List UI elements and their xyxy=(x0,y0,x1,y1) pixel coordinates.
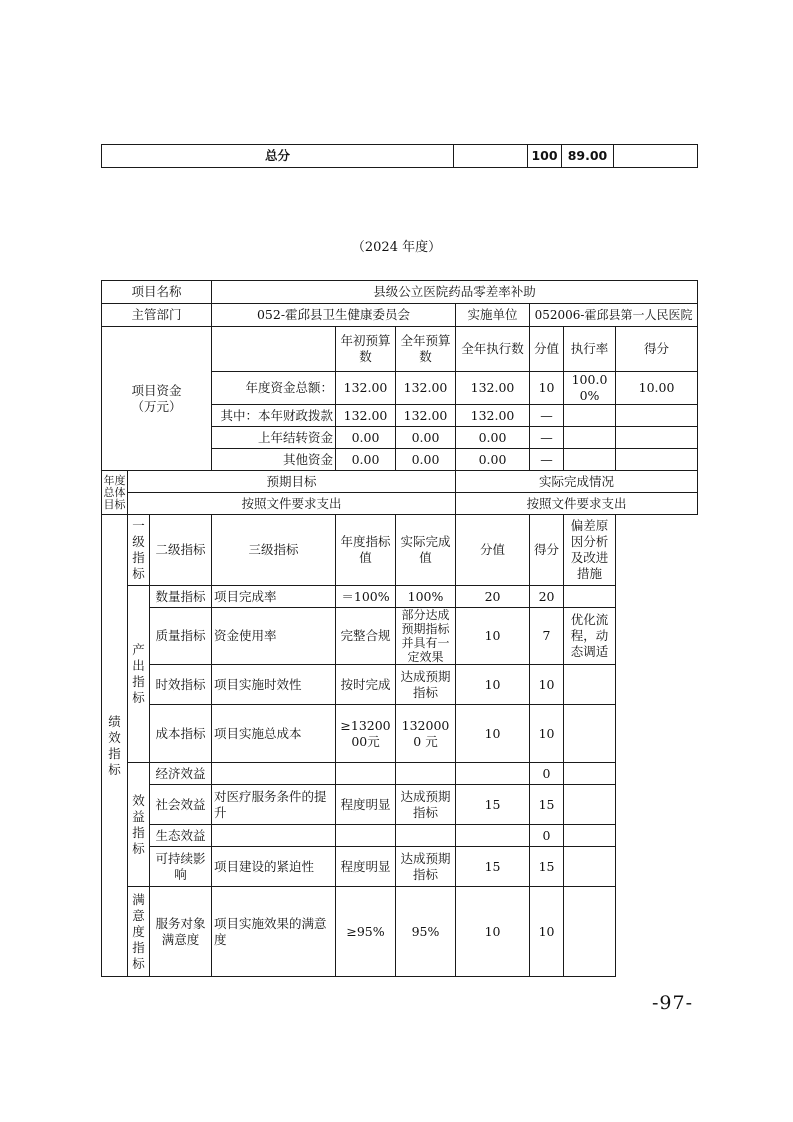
total-score: 89.00 xyxy=(562,145,614,168)
total-blank-2 xyxy=(614,145,698,168)
department-value: 052-霍邱县卫生健康委员会 xyxy=(212,304,456,327)
funds-row-name: 年度资金总额： xyxy=(212,372,336,405)
indicator-score: 15 xyxy=(530,785,564,825)
deviation-header: 偏差原因分析及改进措施 xyxy=(564,515,616,586)
indicator-deviation: 优化流程，动态调适 xyxy=(564,608,616,665)
performance-indicator-group-label: 绩效指标 xyxy=(102,515,128,977)
unit-label: 实施单位 xyxy=(456,304,530,327)
actual-header: 实际完成值 xyxy=(396,515,456,586)
indicator-level2: 数量指标 xyxy=(150,586,212,608)
total-blank xyxy=(454,145,528,168)
funds-row-score xyxy=(616,449,698,471)
indicator-target: ＝100% xyxy=(336,586,396,608)
expected-objective-text: 按照文件要求支出 xyxy=(128,493,456,515)
indicator-score: 10 xyxy=(530,705,564,763)
target-header: 年度指标值 xyxy=(336,515,396,586)
indicator-score: 10 xyxy=(530,887,564,977)
indicator-level3: 项目建设的紧迫性 xyxy=(212,847,336,887)
funds-row-executed: 132.00 xyxy=(456,405,530,427)
score-header: 得分 xyxy=(530,515,564,586)
indicator-target: 程度明显 xyxy=(336,785,396,825)
total-score-table xyxy=(101,144,698,168)
indicator-weight: 15 xyxy=(456,785,530,825)
funds-row-name: 上年结转资金 xyxy=(212,427,336,449)
funds-row-full-year: 132.00 xyxy=(396,405,456,427)
indicator-score: 0 xyxy=(530,825,564,847)
output-indicator-label: 产出指标 xyxy=(128,586,150,763)
indicator-row xyxy=(102,608,698,665)
funds-header-blank xyxy=(212,327,336,372)
indicator-target xyxy=(336,825,396,847)
indicator-deviation xyxy=(564,665,616,705)
funds-header-rate: 执行率 xyxy=(564,327,616,372)
indicator-actual: 达成预期指标 xyxy=(396,785,456,825)
indicator-target: 完整合规 xyxy=(336,608,396,665)
total-label: 总分 xyxy=(102,145,454,168)
funds-row-initial: 132.00 xyxy=(336,372,396,405)
indicator-level2: 经济效益 xyxy=(150,763,212,785)
indicator-level2: 成本指标 xyxy=(150,705,212,763)
indicator-target: 程度明显 xyxy=(336,847,396,887)
department-row xyxy=(102,304,698,327)
level2-header: 二级指标 xyxy=(150,515,212,586)
indicator-level2: 服务对象满意度 xyxy=(150,887,212,977)
indicator-target: 按时完成 xyxy=(336,665,396,705)
indicator-level3: 资金使用率 xyxy=(212,608,336,665)
indicator-weight: 10 xyxy=(456,665,530,705)
funds-row-rate xyxy=(564,427,616,449)
indicator-row xyxy=(102,887,698,977)
indicator-actual: 达成预期指标 xyxy=(396,665,456,705)
indicator-level3: 项目实施效果的满意度 xyxy=(212,887,336,977)
funds-row-weight: — xyxy=(530,405,564,427)
year-caption: （2024 年度） xyxy=(351,240,442,255)
indicator-row xyxy=(102,705,698,763)
project-name-label: 项目名称 xyxy=(102,281,212,304)
indicator-deviation xyxy=(564,586,616,608)
objectives-header-row xyxy=(102,471,698,493)
indicator-deviation xyxy=(564,847,616,887)
funds-row-name: 其他资金 xyxy=(212,449,336,471)
indicator-actual xyxy=(396,763,456,785)
indicator-row xyxy=(102,847,698,887)
funds-row-executed: 0.00 xyxy=(456,427,530,449)
funds-row-full-year: 132.00 xyxy=(396,372,456,405)
funds-row-initial: 0.00 xyxy=(336,449,396,471)
indicator-level2: 社会效益 xyxy=(150,785,212,825)
indicator-level3 xyxy=(212,825,336,847)
funds-label: 项目资金（万元） xyxy=(102,327,212,471)
funds-header-score: 得分 xyxy=(616,327,698,372)
page-number: -97- xyxy=(651,992,693,1014)
indicator-deviation xyxy=(564,887,616,977)
project-name-row xyxy=(102,281,698,304)
indicator-header-row xyxy=(102,515,698,586)
indicator-score: 0 xyxy=(530,763,564,785)
indicator-row xyxy=(102,763,698,785)
indicator-actual: 达成预期指标 xyxy=(396,847,456,887)
funds-row-rate xyxy=(564,405,616,427)
indicator-score: 10 xyxy=(530,665,564,705)
funds-row-initial: 132.00 xyxy=(336,405,396,427)
funds-header-initial: 年初预算数 xyxy=(336,327,396,372)
indicator-level3: 项目完成率 xyxy=(212,586,336,608)
indicator-row xyxy=(102,665,698,705)
funds-row-score: 10.00 xyxy=(616,372,698,405)
indicator-actual: 部分达成预期指标并具有一定效果 xyxy=(396,608,456,665)
funds-row-rate: 100.00% xyxy=(564,372,616,405)
benefit-indicator-label: 效益指标 xyxy=(128,763,150,887)
indicator-score: 7 xyxy=(530,608,564,665)
indicator-weight xyxy=(456,763,530,785)
indicator-actual: 1320000 元 xyxy=(396,705,456,763)
indicator-level3: 项目实施时效性 xyxy=(212,665,336,705)
funds-row-weight: — xyxy=(530,449,564,471)
department-label: 主管部门 xyxy=(102,304,212,327)
unit-value: 052006-霍邱县第一人民医院 xyxy=(530,304,698,327)
overall-objective-label: 年度总体目标 xyxy=(102,471,128,515)
indicator-level2: 时效指标 xyxy=(150,665,212,705)
funds-row-rate xyxy=(564,449,616,471)
funds-row-initial: 0.00 xyxy=(336,427,396,449)
funds-header-row xyxy=(102,327,698,372)
funds-header-weight: 分值 xyxy=(530,327,564,372)
indicator-deviation xyxy=(564,705,616,763)
indicator-weight: 10 xyxy=(456,705,530,763)
expected-objective-header: 预期目标 xyxy=(128,471,456,493)
funds-row-score xyxy=(616,427,698,449)
funds-row-full-year: 0.00 xyxy=(396,449,456,471)
total-row xyxy=(102,145,698,168)
funds-row-name: 其中：本年财政拨款 xyxy=(212,405,336,427)
satisfaction-indicator-label: 满意度指标 xyxy=(128,887,150,977)
indicator-level2: 质量指标 xyxy=(150,608,212,665)
indicator-level3 xyxy=(212,763,336,785)
indicator-row xyxy=(102,825,698,847)
funds-header-full-year: 全年预算数 xyxy=(396,327,456,372)
funds-row-score xyxy=(616,405,698,427)
indicator-target xyxy=(336,763,396,785)
funds-row-full-year: 0.00 xyxy=(396,427,456,449)
indicator-actual xyxy=(396,825,456,847)
performance-table xyxy=(101,280,698,977)
indicator-score: 20 xyxy=(530,586,564,608)
actual-completion-text: 按照文件要求支出 xyxy=(456,493,698,515)
indicator-row xyxy=(102,785,698,825)
indicator-target: ≥1320000元 xyxy=(336,705,396,763)
indicator-level3: 项目实施总成本 xyxy=(212,705,336,763)
indicator-deviation xyxy=(564,825,616,847)
indicator-level2: 生态效益 xyxy=(150,825,212,847)
indicator-deviation xyxy=(564,763,616,785)
indicator-weight: 15 xyxy=(456,847,530,887)
objectives-content-row xyxy=(102,493,698,515)
indicator-level2: 可持续影响 xyxy=(150,847,212,887)
funds-row-executed: 132.00 xyxy=(456,372,530,405)
indicator-score: 15 xyxy=(530,847,564,887)
indicator-weight: 10 xyxy=(456,887,530,977)
funds-row-executed: 0.00 xyxy=(456,449,530,471)
total-full-score: 100 xyxy=(528,145,562,168)
indicator-weight: 20 xyxy=(456,586,530,608)
funds-row-weight: 10 xyxy=(530,372,564,405)
level3-header: 三级指标 xyxy=(212,515,336,586)
indicator-target: ≥95% xyxy=(336,887,396,977)
indicator-level3: 对医疗服务条件的提升 xyxy=(212,785,336,825)
weight-header: 分值 xyxy=(456,515,530,586)
indicator-deviation xyxy=(564,785,616,825)
indicator-weight xyxy=(456,825,530,847)
actual-completion-header: 实际完成情况 xyxy=(456,471,698,493)
funds-header-executed: 全年执行数 xyxy=(456,327,530,372)
indicator-actual: 95% xyxy=(396,887,456,977)
project-name-value: 县级公立医院药品零差率补助 xyxy=(212,281,698,304)
funds-row-weight: — xyxy=(530,427,564,449)
indicator-row xyxy=(102,586,698,608)
indicator-actual: 100% xyxy=(396,586,456,608)
indicator-weight: 10 xyxy=(456,608,530,665)
level1-header: 一级指标 xyxy=(128,515,150,586)
